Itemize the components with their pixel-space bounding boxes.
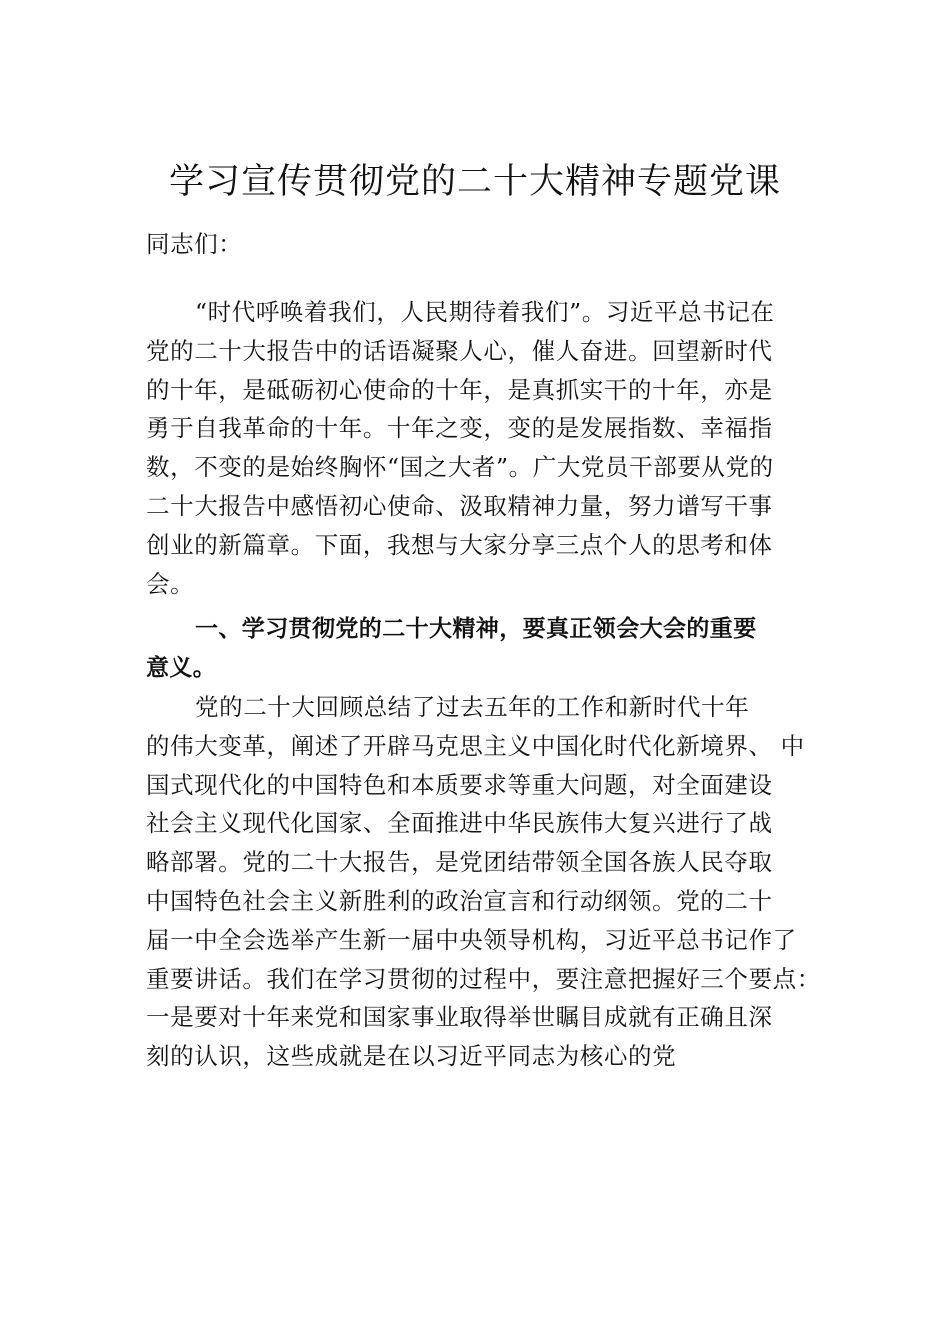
paragraph-line: 的十年，是砥砺初心使命的十年，是真抓实干的十年，亦是 (146, 375, 773, 404)
paragraph-line: 数，不变的是始终胸怀“国之大者”。广大党员干部要从党的 (146, 453, 774, 482)
paragraph-line: “时代呼唤着我们，人民期待着我们”。习近平总书记在 (195, 298, 775, 326)
intro-paragraph (146, 293, 836, 603)
paragraph-line: 创业的新篇章。下面，我想与大家分享三点个人的思考和体 (146, 530, 773, 559)
paragraph-line: 党的二十大报告中的话语凝聚人心，催人奋进。回望新时代 (146, 336, 773, 365)
paragraph-line: 会。 (146, 569, 195, 598)
paragraph-line: 社会主义现代化国家、全面推进中华民族伟大复兴进行了战 (146, 809, 773, 838)
paragraph-line: 党的二十大回顾总结了过去五年的工作和新时代十年 (195, 693, 750, 721)
paragraph-line: 略部署。党的二十大报告，是党团结带领全国各族人民夺取 (146, 848, 773, 877)
heading-line: 意义。 (146, 654, 217, 681)
document-title: 学习宣传贯彻党的二十大精神专题党课 (168, 162, 781, 202)
paragraph-line: 的伟大变革，阐述了开辟马克思主义中国化时代化新境界、 中 (146, 731, 805, 760)
paragraph-line: 重要讲话。我们在学习贯彻的过程中，要注意把握好三个要点： (146, 964, 821, 993)
paragraph-line: 刻的认识，这些成就是在以习近平同志为核心的党 (146, 1042, 677, 1071)
paragraph-line: 勇于自我革命的十年。十年之变，变的是发展指数、幸福指 (146, 414, 773, 443)
paragraph-line: 中国特色社会主义新胜利的政治宣言和行动纲领。党的二十 (146, 886, 773, 915)
paragraph-line: 届一中全会选举产生新一届中央领导机构，习近平总书记作了 (146, 925, 797, 954)
section-heading-1 (146, 610, 836, 688)
section-1-paragraph (146, 688, 836, 1076)
paragraph-line: 二十大报告中感悟初心使命、汲取精神力量，努力谱写干事 (146, 491, 773, 520)
greeting: 同志们： (146, 230, 243, 258)
heading-line: 一、学习贯彻党的二十大精神，要真正领会大会的重要 (195, 616, 757, 642)
paragraph-line: 国式现代化的中国特色和本质要求等重大问题，对全面建设 (146, 770, 773, 799)
paragraph-line: 一是要对十年来党和国家事业取得举世瞩目成就有正确且深 (146, 1003, 773, 1032)
